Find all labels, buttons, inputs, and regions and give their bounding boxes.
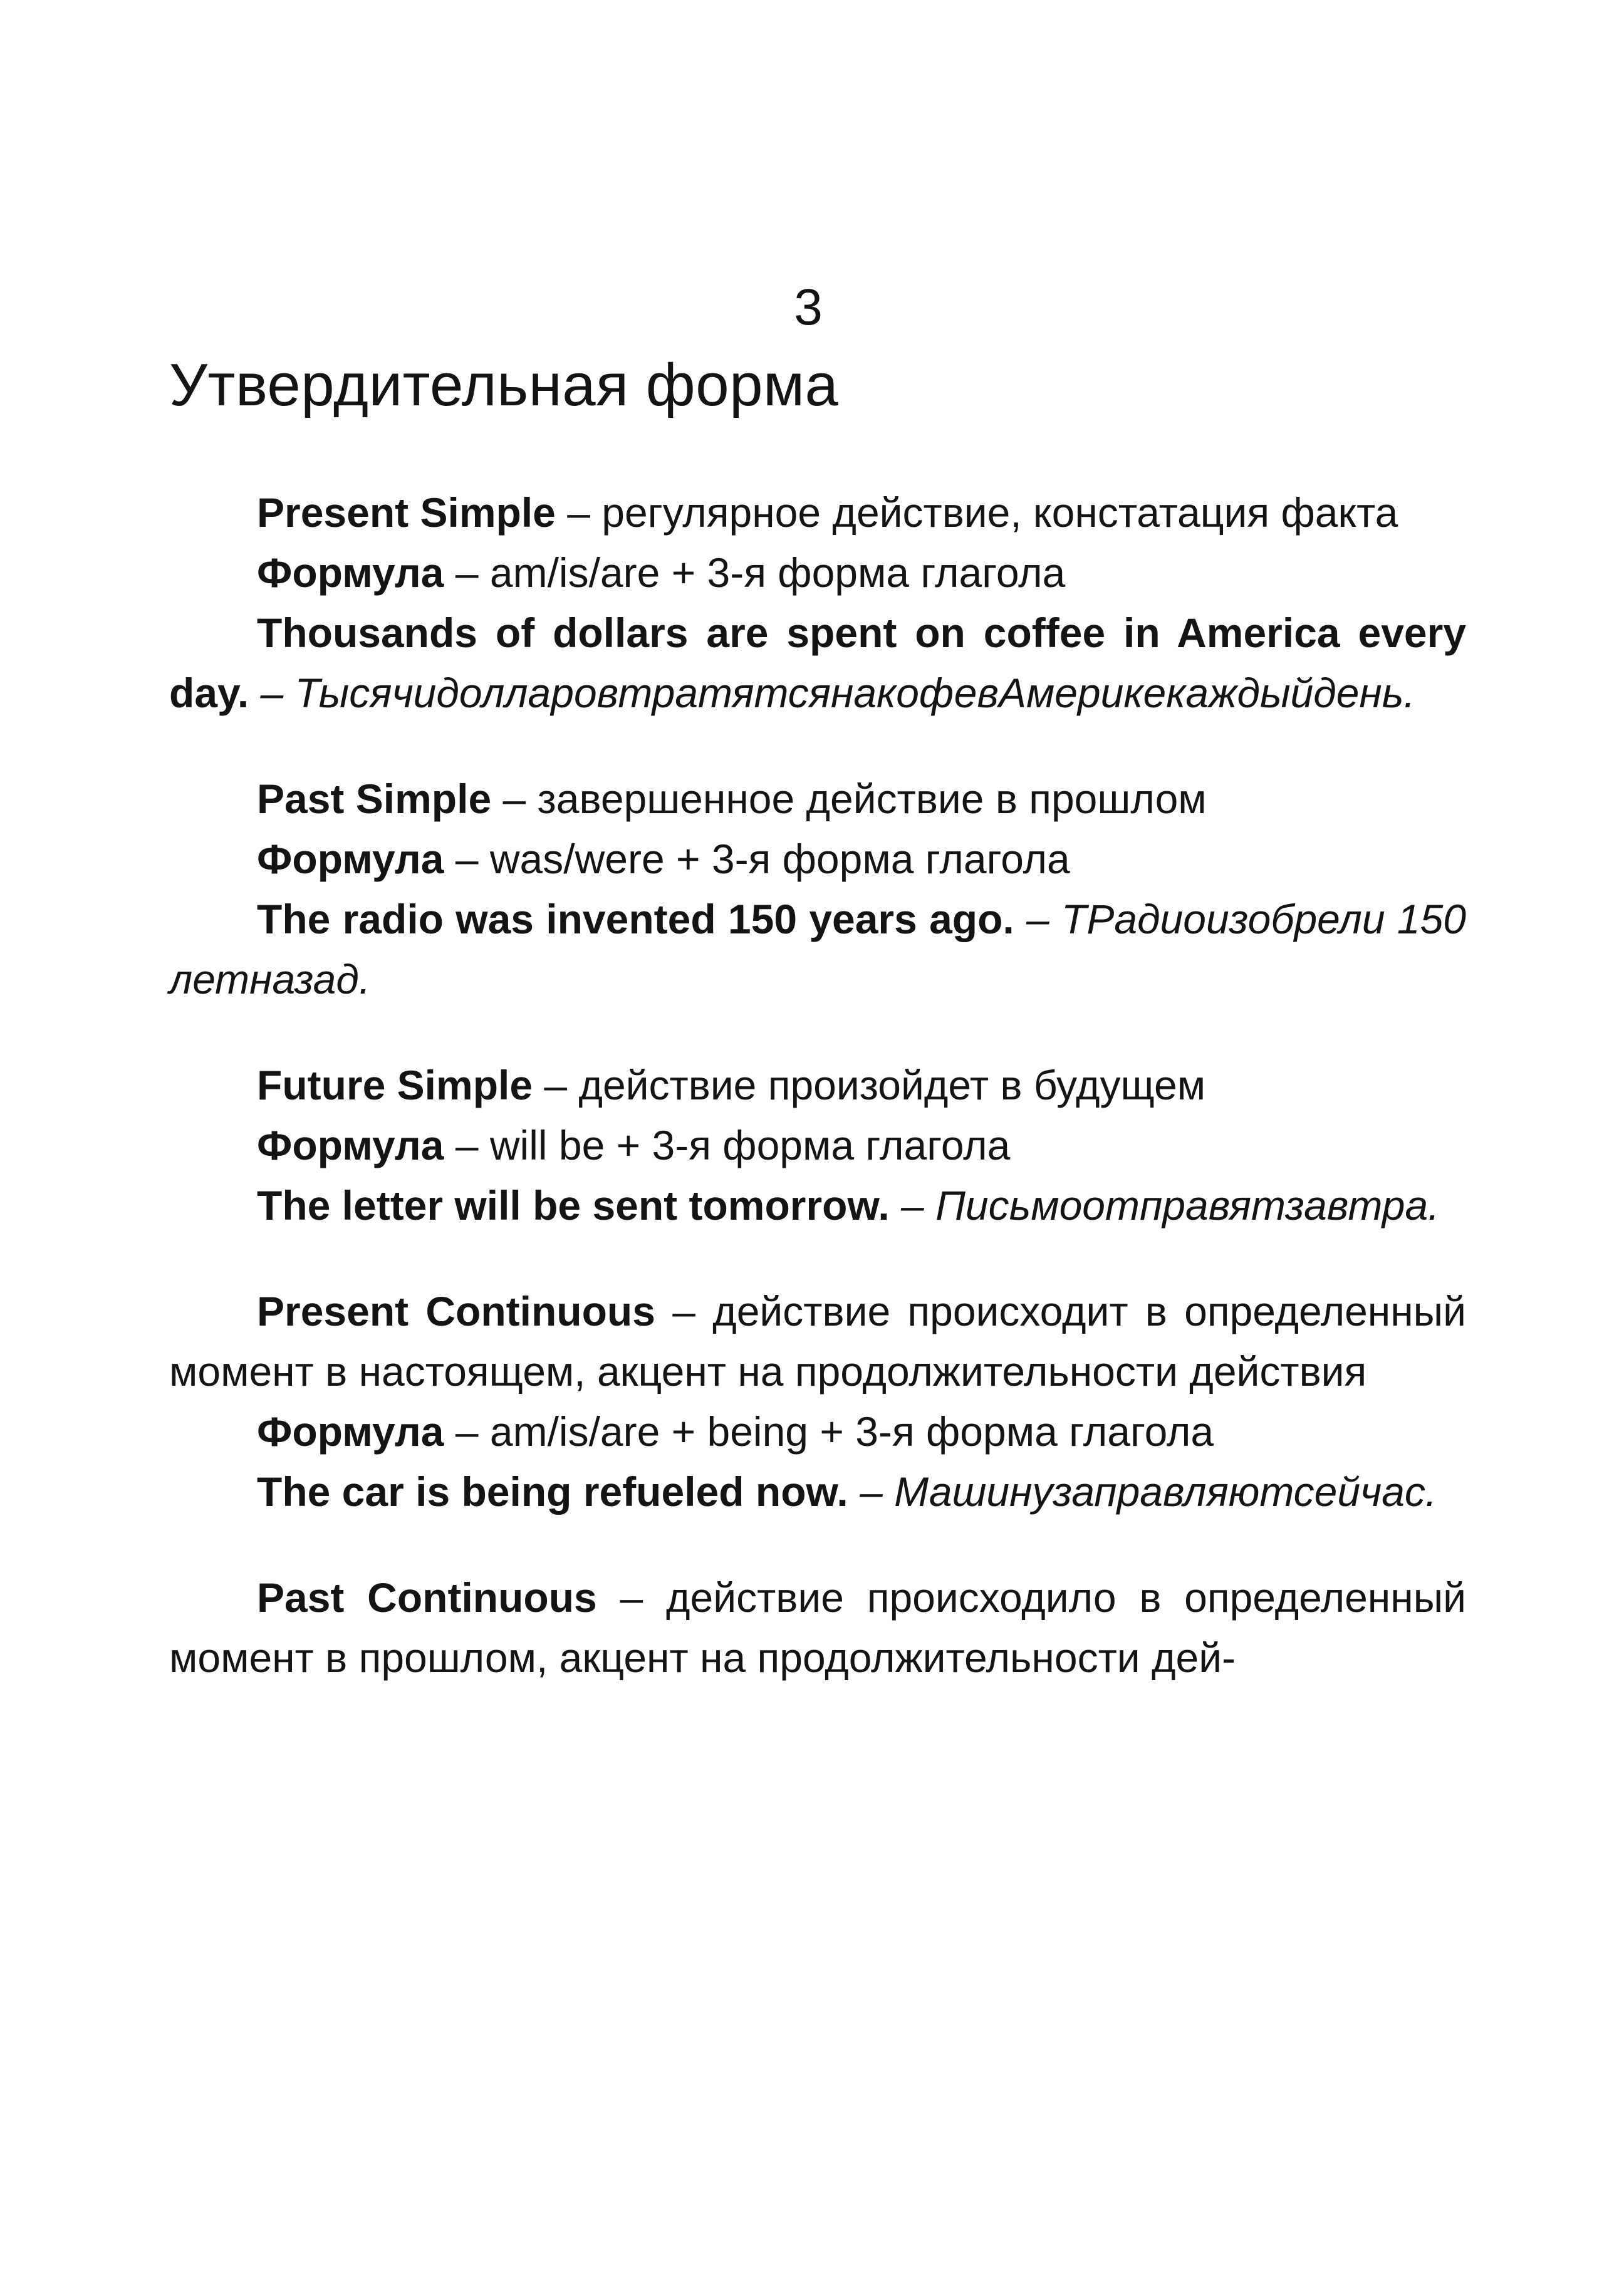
section-past-continuous <box>169 1567 1466 1688</box>
tense-description: – завершенное действие в прошлом <box>491 776 1207 822</box>
tense-term: Past Continuous <box>257 1574 597 1621</box>
page-heading: Утвердительная форма <box>169 351 839 418</box>
tense-term: Present Continuous <box>257 1288 655 1334</box>
formula-paragraph <box>169 829 1466 889</box>
formula-label: Формула <box>257 1122 444 1168</box>
example-paragraph <box>169 1462 1466 1522</box>
tense-description: – регулярное действие, констатация факта <box>555 489 1398 536</box>
formula-paragraph <box>169 543 1466 603</box>
definition-paragraph <box>169 482 1466 543</box>
tense-term: Future Simple <box>257 1062 533 1108</box>
formula-label: Формула <box>257 1408 444 1455</box>
tense-description: – действие произойдет в будущем <box>533 1062 1206 1108</box>
page-number: 3 <box>794 279 823 336</box>
section-present-simple <box>169 482 1466 723</box>
section-future-simple <box>169 1055 1466 1235</box>
content-body <box>169 482 1466 1733</box>
formula-paragraph <box>169 1401 1466 1462</box>
formula-text: – am/is/are + 3-я форма глагола <box>444 549 1066 596</box>
formula-text: – am/is/are + being + 3-я форма глагола <box>444 1408 1214 1455</box>
formula-label: Формула <box>257 836 444 882</box>
example-english: The radio was invented 150 years ago. <box>257 896 1014 942</box>
tense-description: – действие происходит в определенный момент в настоящем, акцент на продолжительности действия <box>169 1288 1466 1395</box>
definition-paragraph <box>169 1567 1466 1688</box>
example-english: The letter will be sent tomorrow. <box>257 1182 890 1229</box>
example-paragraph <box>169 603 1466 723</box>
definition-paragraph <box>169 1281 1466 1401</box>
formula-text: – will be + 3-я форма глагола <box>444 1122 1011 1168</box>
example-russian: – Машинузаправляютсейчас. <box>848 1468 1437 1515</box>
example-russian: – Письмоотправятзавтра. <box>889 1182 1440 1229</box>
definition-paragraph <box>169 1055 1466 1115</box>
formula-paragraph <box>169 1115 1466 1175</box>
formula-label: Формула <box>257 549 444 596</box>
example-paragraph <box>169 1175 1466 1235</box>
example-english: Thousands of dollars are spent on coffee in America every day. <box>169 610 1466 716</box>
section-present-continuous <box>169 1281 1466 1522</box>
definition-paragraph <box>169 769 1466 829</box>
example-russian: – ТысячидолларовтратятсянакофевАмерикекаждыйдень. <box>249 670 1415 716</box>
example-russian: – ТРадиоизобрели 150 летназад. <box>169 896 1466 1002</box>
tense-term: Past Simple <box>257 776 492 822</box>
example-paragraph <box>169 889 1466 1009</box>
tense-description: – действие происходило в определенный момент в прошлом, акцент на продолжительности дей- <box>169 1574 1467 1681</box>
formula-text: – was/were + 3-я форма глагола <box>444 836 1070 882</box>
tense-term: Present Simple <box>257 489 556 536</box>
section-past-simple <box>169 769 1466 1009</box>
example-english: The car is being refueled now. <box>257 1468 848 1515</box>
